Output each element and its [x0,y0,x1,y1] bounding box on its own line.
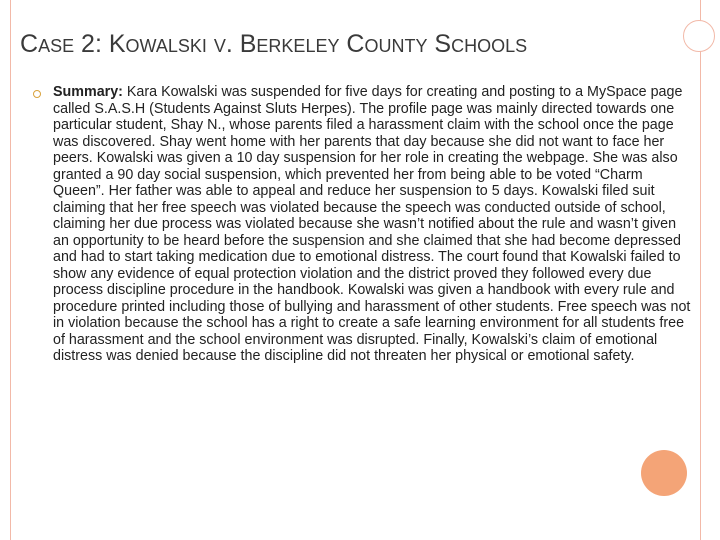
slide-frame-right-line [700,0,701,540]
title-part: . B [225,30,257,58]
title-part [207,30,214,58]
title-part: OUNTY [364,36,428,56]
summary-label: Summary: [53,84,123,100]
title-part: OWALSKI [125,36,207,56]
decorative-circle-bottom [641,450,687,496]
bullet-circle-icon [33,90,41,98]
title-part: C [339,30,365,58]
summary-paragraph [53,84,693,365]
title-part: ERKELEY [256,36,340,56]
title-part: 2: K [74,30,126,58]
summary-text: Kara Kowalski was suspended for five days for creating and posting to a MySpace page called S.A.S.H (Students Against Sluts Herpes). The profile page was mainly directed towards one particular student, Shay N., whose parents filed a harassment claim with the school once the page was discovered. Shay went home with her parents that day because she did not want to face her peers. Kowalski was given a 10 day suspension for her role in creating the webpage. She was also granted a 90 day social suspension, which prevented her from being able to be voted “Charm Queen”. Her father was able to appeal and reduce her suspension to 5 days. Kowalski filed suit claiming that her free speech was violated because the speech was conducted outside of school, claiming her due process was violated because she wasn’t notified about the rule and wasn’t given an opportunity to be heard before the suspension and she claimed that she had become depressed and had to start taking medication due to emotional distress. The court found that Kowalski failed to show any evidence of equal protection violation and the district proved they followed every due process discipline procedure in the handbook. Kowalski was given a handbook with every rule and procedure printed including those of bullying and harassment of other students. Free speech was not in violation because the school has a right to create a safe learning environment for all students free of harassment and the school environment was disrupted. Finally, Kowalski’s claim of emotional distress was denied because the discipline did not threaten her physical or emotional safety. [53,84,691,364]
slide-title [20,30,690,70]
title-part: C [20,30,39,58]
slide-frame-left-line [10,0,11,540]
title-part: V [213,36,226,56]
title-part: ASE [38,36,75,56]
title-part: CHOOLS [451,36,528,56]
title-part: S [427,30,452,58]
